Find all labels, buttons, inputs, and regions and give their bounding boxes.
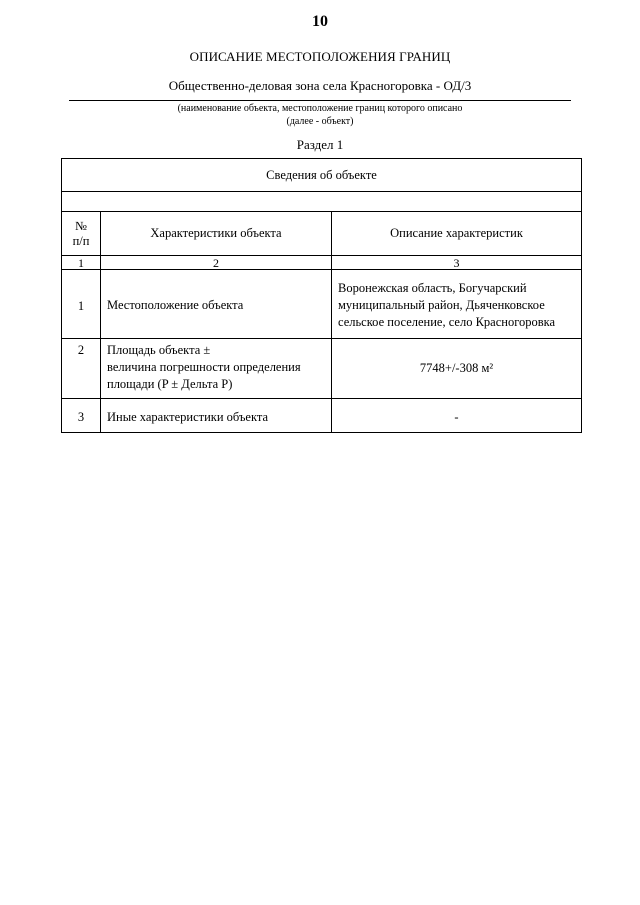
section-label: Раздел 1 [296, 137, 344, 152]
value-line: сельское поселение, село Красногоровка [338, 315, 556, 329]
row-value [332, 270, 582, 339]
object-name-caption [0, 102, 640, 128]
characteristic-line: величина погрешности определения [107, 360, 301, 374]
object-info-table [61, 158, 582, 433]
table-title-row [62, 159, 582, 192]
row-characteristic: Местоположение объекта [101, 270, 332, 339]
header-num-line-1: № [75, 218, 87, 233]
value-line: Воронежская область, Богучарский [338, 281, 527, 295]
table-row [62, 399, 582, 433]
row-characteristic: Иные характеристики объекта [101, 399, 332, 433]
object-name: Общественно-деловая зона села Красногоровка - ОД/3 [168, 78, 472, 93]
column-index-2: 2 [101, 256, 332, 270]
header-num-line-2: п/п [72, 233, 90, 248]
header-description: Описание характеристик [332, 212, 582, 256]
row-value: 7748+/-308 м² [332, 339, 582, 399]
caption-line-2: (далее - объект) [286, 116, 354, 127]
header-num [62, 212, 101, 256]
table-row [62, 270, 582, 339]
characteristic-line: Площадь объекта ± [107, 343, 211, 357]
header-characteristics: Характеристики объекта [101, 212, 332, 256]
value-line: муниципальный район, Дьяченковское [338, 298, 545, 312]
row-num: 3 [62, 399, 101, 433]
table-title: Сведения об объекте [62, 159, 582, 192]
table-row [62, 339, 582, 399]
row-num: 1 [62, 270, 101, 339]
column-index-row [62, 256, 582, 270]
object-name-underline [69, 100, 571, 101]
characteristic-line: площади (P ± Дельта P) [107, 377, 233, 391]
table-empty-row [62, 192, 582, 212]
row-value: - [332, 399, 582, 433]
column-index-3: 3 [332, 256, 582, 270]
document-title: ОПИСАНИЕ МЕСТОПОЛОЖЕНИЯ ГРАНИЦ [189, 49, 451, 64]
page-number: 10 [312, 13, 328, 30]
caption-line-1: (наименование объекта, местоположение границ которого описано [177, 103, 463, 114]
row-num: 2 [62, 339, 101, 399]
table-header-row [62, 212, 582, 256]
row-characteristic [101, 339, 332, 399]
column-index-1: 1 [62, 256, 101, 270]
empty-cell [62, 192, 582, 212]
